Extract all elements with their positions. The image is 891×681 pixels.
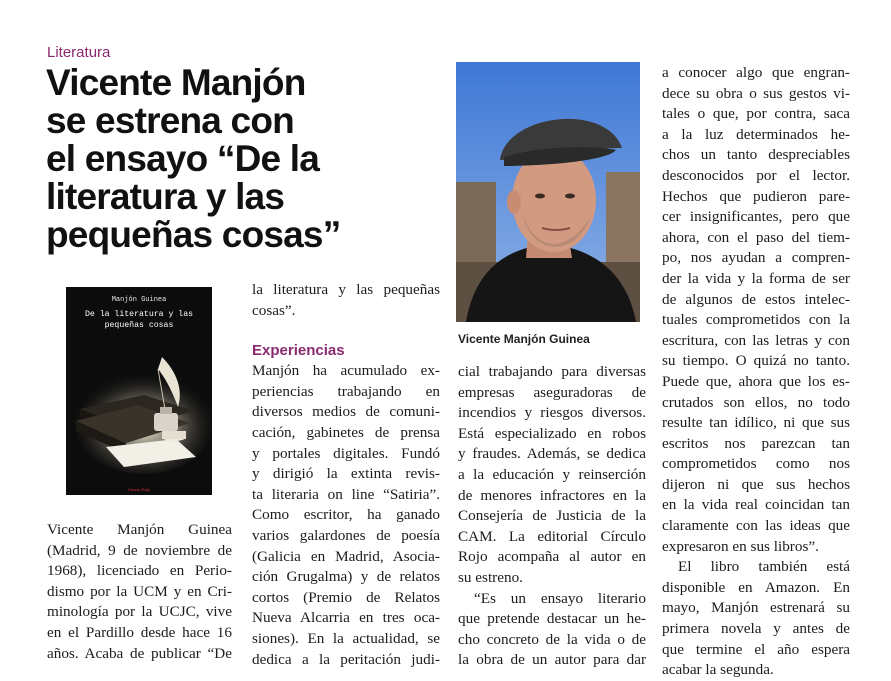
text-line: comprometidos como nos bbox=[662, 455, 850, 473]
text-line: en la vida real coincidan tan bbox=[662, 496, 850, 514]
subhead-experiencias: Experiencias bbox=[252, 342, 345, 360]
text-line: dismo por la UCM y en Cri- bbox=[47, 582, 232, 600]
text-line: y dirigió la extinta revis- bbox=[252, 465, 440, 483]
text-line: la obra de un autor para dar bbox=[458, 651, 646, 669]
text-line: cosas”. bbox=[252, 301, 296, 319]
headline-line: pequeñas cosas” bbox=[46, 214, 341, 255]
text-line: acabar la segunda. bbox=[662, 661, 774, 679]
text-line: a la educación y reinserción bbox=[458, 465, 646, 483]
headline-line: se estrena con bbox=[46, 100, 294, 141]
text-line: (Madrid, 9 de noviembre de bbox=[47, 541, 232, 559]
text-line: su estreno. bbox=[458, 568, 523, 586]
text-line: empresas aseguradoras de bbox=[458, 383, 646, 401]
book-title-line: pequeñas cosas bbox=[104, 321, 174, 330]
text-line: diversos medios de comuni- bbox=[252, 403, 440, 421]
section-label: Literatura bbox=[47, 44, 111, 61]
text-line: ta literaria on line “Satiria”. bbox=[252, 485, 440, 503]
headline-line: literatura y las bbox=[46, 176, 285, 217]
text-line: años. Acaba de publicar “De bbox=[47, 644, 232, 662]
book-title-line: De la literatura y las bbox=[84, 310, 194, 319]
column-3 bbox=[458, 362, 646, 671]
text-line: que termine el año espera bbox=[662, 640, 850, 658]
text-line: Vicente Manjón Guinea bbox=[47, 521, 232, 538]
text-line: Manjón ha acumulado ex- bbox=[252, 362, 440, 380]
text-line: mayo, Manjón estrenará su bbox=[662, 599, 850, 617]
portrait-illustration bbox=[456, 62, 640, 322]
text-line: po, nos ayudan a compren- bbox=[662, 249, 850, 267]
text-line: minología por la UCJC, vive bbox=[47, 603, 232, 621]
text-line: periencias trabajando en bbox=[252, 382, 440, 400]
text-line: tales o que, por contra, saca bbox=[662, 105, 850, 123]
photo-caption: Vicente Manjón Guinea bbox=[458, 332, 590, 346]
text-line: su tiempo. O quizá no tanto. bbox=[662, 352, 850, 370]
text-line: Como escritor, ha ganado bbox=[252, 506, 440, 524]
text-line: escritos nos parezcan tan bbox=[662, 434, 850, 452]
text-line: der la vida y la forma de ser bbox=[662, 269, 850, 287]
column-1 bbox=[47, 520, 232, 664]
text-line: “Es un ensayo literario bbox=[474, 589, 646, 607]
text-line: Hechos que pudieron pare- bbox=[662, 187, 850, 205]
headline-line: Vicente Manjón bbox=[46, 62, 306, 103]
author-photo bbox=[456, 62, 640, 322]
text-line: y fraudes. Además, se dedica bbox=[458, 445, 646, 463]
text-line: crutados son ellos, no todo bbox=[662, 393, 850, 411]
text-line: claramente con las ideas que bbox=[662, 517, 850, 535]
text-line: a conocer algo que engran- bbox=[662, 64, 850, 81]
text-line: siones). En la actualidad, se bbox=[252, 629, 440, 647]
text-line: Está especializado en robos bbox=[458, 424, 646, 442]
text-line: cación, gabinetes de prensa bbox=[252, 423, 440, 441]
text-line: 1968), licenciado en Perio- bbox=[47, 562, 232, 580]
text-line: disponible en Amazon. En bbox=[662, 578, 850, 596]
text-line: Puede que, ahora que los es- bbox=[662, 372, 850, 390]
text-line: y portales digitales. Fundó bbox=[252, 444, 440, 462]
column-4 bbox=[662, 63, 850, 681]
text-line: incendios y riesgos diversos. bbox=[458, 404, 646, 422]
text-line: que pretende destacar un he- bbox=[458, 610, 646, 628]
text-line: El libro también está bbox=[678, 558, 850, 576]
text-line: (Galicia en Madrid, Asocia- bbox=[252, 547, 440, 565]
text-line: cortos (Premio de Relatos bbox=[252, 588, 440, 606]
text-line: escritura, con las letras y con bbox=[662, 331, 850, 349]
text-line: Rojo acompaña al autor en bbox=[458, 548, 646, 566]
text-line: chos un tanto despreciables bbox=[662, 146, 850, 164]
text-line: tuales comprometidos con la bbox=[662, 311, 850, 329]
text-line: la literatura y las pequeñas bbox=[252, 281, 440, 298]
text-line: ción Grugalma) y de relatos bbox=[252, 568, 440, 586]
text-line: en el Pardillo desde hace 16 bbox=[47, 623, 232, 641]
text-line: desconocidos por el lector. bbox=[662, 166, 850, 184]
text-line: varios galardones de poesía bbox=[252, 526, 440, 544]
book-cover-image bbox=[66, 287, 212, 495]
text-line: Consejería de Justicia de la bbox=[458, 507, 646, 525]
text-line: Nueva Alcarria en tres oca- bbox=[252, 609, 440, 627]
publisher-logo: Círculo Rojo bbox=[127, 487, 150, 492]
text-line: resulte tan idílico, ni que sus bbox=[662, 414, 850, 432]
text-line: dedica a la peritación judi- bbox=[252, 650, 440, 668]
text-line: de algunos de estos intelec- bbox=[662, 290, 850, 308]
text-line: cho concreto de la vida o de bbox=[458, 630, 646, 648]
text-line: de menores infractores en la bbox=[458, 486, 646, 504]
text-line: CAM. La editorial Círculo bbox=[458, 527, 646, 545]
text-line: cial trabajando para diversas bbox=[458, 363, 646, 380]
text-line: cer insignificantes, pero que bbox=[662, 208, 850, 226]
headline-line: el ensayo “De la bbox=[46, 138, 320, 179]
book-author: Manjón Guinea bbox=[111, 296, 167, 304]
text-line: a la luz determinados he- bbox=[662, 125, 850, 143]
text-line: dijeron ni que sus hechos bbox=[662, 475, 850, 493]
book-title bbox=[66, 309, 212, 331]
text-line: expresaron en sus libros”. bbox=[662, 537, 819, 555]
text-line: primera novela y antes de bbox=[662, 620, 850, 638]
text-line: dece su obra o sus gestos vi- bbox=[662, 84, 850, 102]
headline bbox=[46, 64, 376, 254]
column-2 bbox=[252, 280, 440, 670]
text-line: ahora, con el paso del tiem- bbox=[662, 228, 850, 246]
